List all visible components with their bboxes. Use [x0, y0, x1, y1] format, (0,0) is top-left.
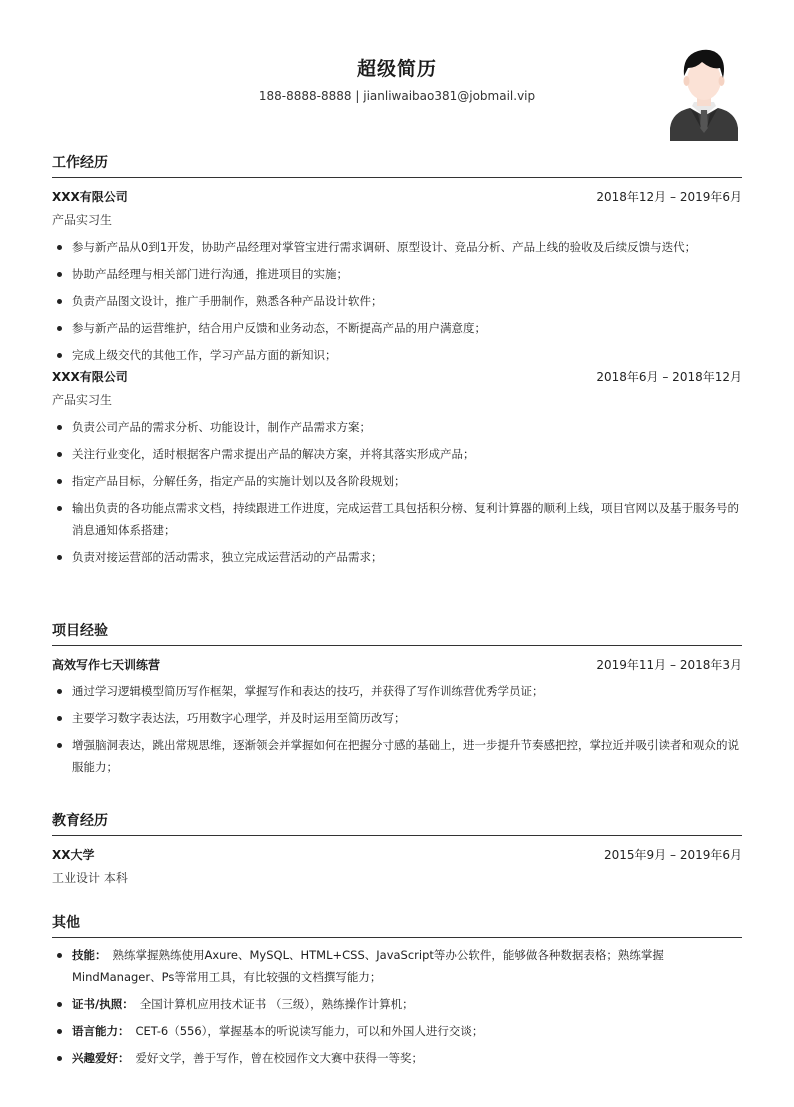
- item-label: 兴趣爱好：: [72, 1051, 130, 1065]
- list-item: 指定产品目标，分解任务，指定产品的实施计划以及各阶段规划；: [52, 470, 742, 492]
- section-title-education: 教育经历: [52, 810, 742, 836]
- list-item: 参与新产品从0到1开发，协助产品经理对掌管宝进行需求调研、原型设计、竞品分析、产品上线的验收及后续反馈与迭代；: [52, 236, 742, 258]
- education-section: [52, 810, 742, 890]
- section-title-other: 其他: [52, 912, 742, 938]
- section-title-work: 工作经历: [52, 152, 742, 178]
- list-item: 通过学习逻辑模型简历写作框架，掌握写作和表达的技巧，并获得了写作训练营优秀学员证；: [52, 680, 742, 702]
- section-title-projects: 项目经验: [52, 620, 742, 646]
- bullet-list: [52, 236, 742, 366]
- education-entry: [52, 842, 742, 890]
- projects-section: [52, 620, 742, 783]
- person-avatar-icon: [668, 46, 740, 141]
- item-label: 证书/执照：: [72, 997, 134, 1011]
- list-item: 增强脑洞表达，跳出常规思维，逐渐领会并掌握如何在把握分寸感的基础上，进一步提升节奏感把控，掌拉近并吸引读者和观众的说服能力；: [52, 734, 742, 778]
- bullet-list: [52, 680, 742, 778]
- job-role: 产品实习生: [52, 213, 113, 227]
- list-item: 关注行业变化，适时根据客户需求提出产品的解决方案，并将其落实形成产品；: [52, 443, 742, 465]
- list-item-hobbies: [52, 1047, 742, 1069]
- list-item: 负责对接运营部的活动需求，独立完成运营活动的产品需求；: [52, 546, 742, 568]
- date-range: 2018年12月 – 2019年6月: [596, 189, 742, 204]
- school-name: XX大学: [52, 847, 95, 862]
- major-degree: 工业设计 本科: [52, 871, 128, 885]
- list-item: 完成上级交代的其他工作，学习产品方面的新知识；: [52, 344, 742, 366]
- item-text: 全国计算机应用技术证书 （三级），熟练操作计算机；: [139, 997, 414, 1011]
- project-name: 高效写作七天训练营: [52, 657, 161, 672]
- list-item: 协助产品经理与相关部门进行沟通，推进项目的实施；: [52, 263, 742, 285]
- email-address: jianliwaibao381@jobmail.vip: [363, 89, 536, 103]
- job-role: 产品实习生: [52, 393, 113, 407]
- item-label: 技能：: [72, 948, 107, 962]
- bullet-list: [52, 944, 742, 1069]
- company-name: XXX有限公司: [52, 369, 128, 384]
- resume-header: [0, 0, 794, 150]
- other-section: [52, 912, 742, 1074]
- project-entry: [52, 652, 742, 778]
- item-text: 爱好文学，善于写作，曾在校园作文大赛中获得一等奖；: [135, 1051, 423, 1065]
- list-item: 负责产品图文设计，推广手册制作，熟悉各种产品设计软件；: [52, 290, 742, 312]
- work-entry: [52, 184, 742, 366]
- item-text: 熟练掌握熟练使用Axure、MySQL、HTML+CSS、JavaScript等办公软件，能够做各种数据表格；熟练掌握MindManager、Ps等常用工具，有比较强的文档撰写能力；: [72, 948, 664, 984]
- list-item-certificates: [52, 993, 742, 1015]
- bullet-list: [52, 416, 742, 568]
- date-range: 2019年11月 – 2018年3月: [596, 657, 742, 672]
- list-item: 负责公司产品的需求分析、功能设计，制作产品需求方案；: [52, 416, 742, 438]
- list-item: 输出负责的各功能点需求文档，持续跟进工作进度，完成运营工具包括积分榜、复利计算器的顺利上线，项目官网以及基于服务号的消息通知体系搭建；: [52, 497, 742, 541]
- list-item-language: [52, 1020, 742, 1042]
- work-entry: [52, 364, 742, 568]
- item-text: CET-6（556），掌握基本的听说读写能力，可以和外国人进行交谈；: [135, 1024, 484, 1038]
- company-name: XXX有限公司: [52, 189, 128, 204]
- item-label: 语言能力：: [72, 1024, 130, 1038]
- phone-number: 188-8888-8888: [258, 89, 352, 103]
- date-range: 2015年9月 – 2019年6月: [604, 847, 742, 862]
- list-item-skills: [52, 944, 742, 988]
- resume-name: 超级简历: [356, 58, 437, 80]
- list-item: 主要学习数字表达法，巧用数字心理学，并及时运用至简历改写；: [52, 707, 742, 729]
- contact-separator: |: [355, 89, 360, 103]
- date-range: 2018年6月 – 2018年12月: [596, 369, 742, 384]
- list-item: 参与新产品的运营维护，结合用户反馈和业务动态，不断提高产品的用户满意度；: [52, 317, 742, 339]
- work-section: [52, 152, 742, 573]
